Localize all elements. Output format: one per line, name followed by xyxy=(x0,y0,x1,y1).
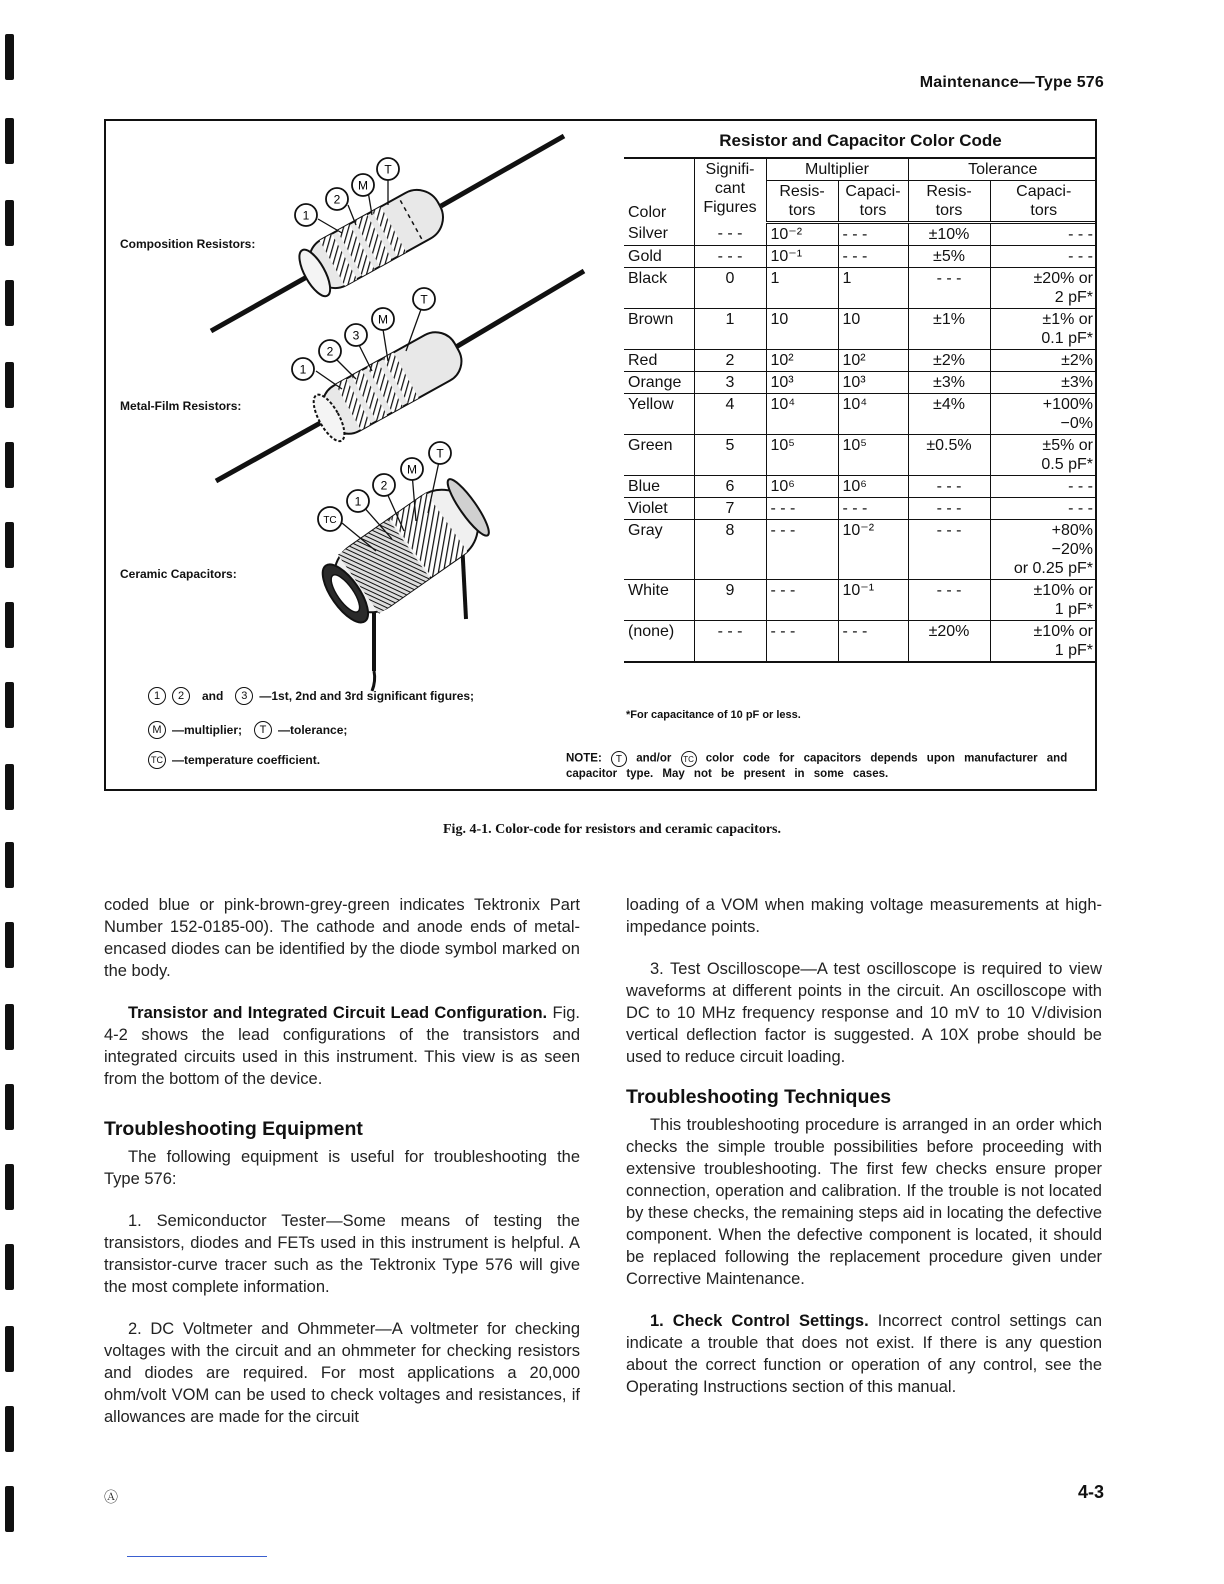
cell-mult-cap: 10² xyxy=(838,350,908,372)
cell-color: White xyxy=(624,580,694,621)
cell-mult-res: 10⁻¹ xyxy=(766,246,838,268)
paragraph: 2. DC Voltmeter and Ohmmeter—A voltmeter for checking voltages with the circuit and an ohmmeter for checking resistors and diodes are required. For most applications a 20,000 ohm/volt VOM can be used to check voltages and resistances, if allowances are made for the circuit xyxy=(104,1320,580,1426)
cell-color: Red xyxy=(624,350,694,372)
table-row xyxy=(624,372,1097,394)
cell-mult-cap: 10⁻² xyxy=(838,520,908,580)
note-text: color code for capacitors depends upon manufacturer and capacitor type. May not be present in some cases. xyxy=(566,752,1068,780)
binder-hole xyxy=(5,764,14,810)
marker-t: T xyxy=(384,162,392,177)
legend-and: and xyxy=(202,689,224,703)
label-composition-resistors: Composition Resistors: xyxy=(120,237,256,251)
cell-mult-cap: 1 xyxy=(838,268,908,309)
legend-significant-text: —1st, 2nd and 3rd significant figures; xyxy=(259,689,475,703)
marker-tc: TC xyxy=(323,515,337,526)
table-row xyxy=(624,394,1097,435)
marker-m: M xyxy=(378,312,388,327)
marker-3: 3 xyxy=(352,328,360,343)
figure-caption: Fig. 4-1. Color-code for resistors and ceramic capacitors. xyxy=(443,822,781,837)
cell-tol-res: - - - xyxy=(908,580,990,621)
lead-heading: 1. Check Control Settings. xyxy=(650,1312,869,1330)
cell-color: Green xyxy=(624,435,694,476)
paragraph: 1. Semiconductor Tester—Some means of testing the transistors, diodes and FETs used in this instrument is helpful. A transistor-curve tracer such as the Tektronix Type 576 will give the most complete information. xyxy=(104,1212,580,1296)
header-significant-figures: Signifi- cant Figures xyxy=(694,159,766,223)
marker-1: 1 xyxy=(148,687,166,705)
binder-hole xyxy=(5,442,14,488)
marker-m: M xyxy=(358,178,368,193)
cell-mult-res: - - - xyxy=(766,621,838,663)
cell-color: Silver xyxy=(624,223,694,246)
note-prefix: NOTE: xyxy=(566,752,602,765)
paragraph: loading of a VOM when making voltage measurements at high-impedance points. xyxy=(626,896,1102,936)
cell-significant: 7 xyxy=(694,498,766,520)
cell-mult-res: - - - xyxy=(766,520,838,580)
header-tolerance: Tolerance xyxy=(908,159,1097,181)
composition-resistor-drawing xyxy=(211,136,564,331)
cell-mult-res: 10⁴ xyxy=(766,394,838,435)
paragraph: Transistor and Integrated Circuit Lead Configuration. Fig. 4-2 shows the lead configurations of the transistors and integrated circuits used in this instrument. This view is as seen from the bottom of the device. xyxy=(104,1004,580,1088)
header-color: Color xyxy=(628,203,667,221)
paragraph: 3. Test Oscilloscope—A test oscilloscope is required to view waveforms at different points in the circuit. An oscilloscope with DC to 10 MHz frequency response and 10 mV to 10 V/division vertical deflection factor is suggested. A 10X probe should be used to reduce circuit loading. xyxy=(626,960,1102,1066)
table-row xyxy=(624,223,1097,246)
cell-significant: - - - xyxy=(694,246,766,268)
cell-color: Gray xyxy=(624,520,694,580)
legend-tempco-text: —temperature coefficient. xyxy=(172,753,321,767)
cell-tol-res: ±4% xyxy=(908,394,990,435)
cell-mult-res: 1 xyxy=(766,268,838,309)
table-footnote: *For capacitance of 10 pF or less. xyxy=(626,709,801,721)
color-code-table xyxy=(624,159,1097,663)
cell-mult-res: 10 xyxy=(766,309,838,350)
cell-tol-res: ±2% xyxy=(908,350,990,372)
cell-tol-cap: ±5% or 0.5 pF* xyxy=(990,435,1097,476)
legend-multiplier-text: —multiplier; xyxy=(172,723,243,737)
binder-hole xyxy=(5,1004,14,1050)
marker-1: 1 xyxy=(354,494,362,509)
cell-significant: 9 xyxy=(694,580,766,621)
cell-mult-cap: 10³ xyxy=(838,372,908,394)
label-ceramic-capacitors: Ceramic Capacitors: xyxy=(120,567,237,581)
ceramic-capacitor-drawing xyxy=(313,442,495,691)
binder-hole xyxy=(5,1164,14,1210)
note-and-or: and/or xyxy=(636,752,672,765)
binder-hole xyxy=(5,602,14,648)
marker-2: 2 xyxy=(380,478,388,493)
cell-significant: 0 xyxy=(694,268,766,309)
cell-tol-res: ±0.5% xyxy=(908,435,990,476)
figure-4-1 xyxy=(104,119,1097,791)
cell-significant: - - - xyxy=(694,621,766,663)
cell-tol-res: ±3% xyxy=(908,372,990,394)
table-row xyxy=(624,435,1097,476)
cell-mult-cap: 10⁴ xyxy=(838,394,908,435)
cell-tol-res: - - - xyxy=(908,476,990,498)
marker-tc: TC xyxy=(148,751,166,769)
cell-mult-cap: 10⁻¹ xyxy=(838,580,908,621)
cell-mult-cap: - - - xyxy=(838,246,908,268)
cell-significant: 2 xyxy=(694,350,766,372)
cell-color: Gold xyxy=(624,246,694,268)
cell-mult-cap: 10 xyxy=(838,309,908,350)
cell-mult-res: 10² xyxy=(766,350,838,372)
paragraph: This troubleshooting procedure is arranged in an order which checks the simple trouble possibilities before proceeding with extensive troubleshooting. The first few checks ensure proper connection, operation and calibration. If the trouble is not located by these checks, the remaining steps aid in locating the defective component. When the defective component is located, it should be replaced following the replacement procedure given under Corrective Maintenance. xyxy=(626,1116,1102,1288)
cell-mult-cap: - - - xyxy=(838,498,908,520)
paragraph: coded blue or pink-brown-grey-green indicates Tektronix Part Number 152-0185-00). The cathode and anode ends of metal-encased diodes can be identified by the diode symbol marked on the body. xyxy=(104,896,580,980)
table-row xyxy=(624,476,1097,498)
binder-hole xyxy=(5,922,14,968)
table-row xyxy=(624,580,1097,621)
paragraph: The following equipment is useful for troubleshooting the Type 576: xyxy=(104,1148,580,1188)
marker-t: T xyxy=(420,292,428,307)
legend-significant-figures xyxy=(148,687,474,705)
table-row xyxy=(624,309,1097,350)
cell-color: Black xyxy=(624,268,694,309)
marker-tc: TC xyxy=(681,751,697,767)
cell-mult-res: 10⁵ xyxy=(766,435,838,476)
cell-tol-cap: ±10% or 1 pF* xyxy=(990,580,1097,621)
cell-color: Blue xyxy=(624,476,694,498)
table-row xyxy=(624,520,1097,580)
cell-mult-res: 10⁶ xyxy=(766,476,838,498)
cell-tol-cap: - - - xyxy=(990,246,1097,268)
cell-tol-cap: ±2% xyxy=(990,350,1097,372)
cell-significant: 4 xyxy=(694,394,766,435)
binder-hole xyxy=(5,118,14,164)
cell-tol-cap: - - - xyxy=(990,223,1097,246)
table-row xyxy=(624,350,1097,372)
legend-tolerance-text: —tolerance; xyxy=(278,723,348,737)
binder-hole xyxy=(5,280,14,326)
cell-tol-cap: +100% −0% xyxy=(990,394,1097,435)
cell-significant: 8 xyxy=(694,520,766,580)
cell-tol-res: - - - xyxy=(908,498,990,520)
binder-hole xyxy=(5,362,14,408)
running-header: Maintenance—Type 576 xyxy=(919,74,1104,91)
cell-tol-cap: ±20% or 2 pF* xyxy=(990,268,1097,309)
page-number: 4-3 xyxy=(1077,1482,1104,1502)
cell-color: Violet xyxy=(624,498,694,520)
cell-mult-cap: - - - xyxy=(838,223,908,246)
marker-t: T xyxy=(611,751,627,767)
marker-m: M xyxy=(407,462,417,477)
cell-tol-cap: ±10% or 1 pF* xyxy=(990,621,1097,663)
cell-tol-res: - - - xyxy=(908,268,990,309)
binder-hole xyxy=(5,1084,14,1130)
label-metal-film-resistors: Metal-Film Resistors: xyxy=(120,399,242,413)
marker-2: 2 xyxy=(326,344,334,359)
scan-artifact-line xyxy=(127,1556,267,1557)
color-code-rows xyxy=(624,223,1097,663)
table-row xyxy=(624,246,1097,268)
section-heading: Troubleshooting Equipment xyxy=(104,1118,363,1140)
marker-1: 1 xyxy=(299,362,307,377)
header-multiplier: Multiplier xyxy=(766,159,908,181)
marker-2: 2 xyxy=(333,192,341,207)
metal-film-resistor-drawing xyxy=(216,271,584,481)
marker-3: 3 xyxy=(235,687,253,705)
header-mult-capacitors: Capaci- tors xyxy=(838,181,908,223)
header-tol-resistors: Resis- tors xyxy=(908,181,990,223)
marker-1: 1 xyxy=(302,208,310,223)
cell-color: Orange xyxy=(624,372,694,394)
cell-tol-res: ±1% xyxy=(908,309,990,350)
paragraph: 1. Check Control Settings. Incorrect control settings can indicate a trouble that does not exist. If there is any question about the correct function or operation of any control, see the Operating Instructions section of this manual. xyxy=(626,1312,1102,1396)
binder-hole xyxy=(5,842,14,888)
binder-hole xyxy=(5,1244,14,1290)
marker-t: T xyxy=(254,721,272,739)
legend-multiplier-tolerance xyxy=(148,721,347,739)
cell-tol-cap: ±3% xyxy=(990,372,1097,394)
binder-hole xyxy=(5,1406,14,1452)
marker-m: M xyxy=(148,721,166,739)
section-heading: Troubleshooting Techniques xyxy=(626,1086,892,1108)
table-row xyxy=(624,268,1097,309)
cell-significant: 6 xyxy=(694,476,766,498)
table-row xyxy=(624,498,1097,520)
cell-significant: 1 xyxy=(694,309,766,350)
cell-tol-res: - - - xyxy=(908,520,990,580)
binder-hole xyxy=(5,34,14,80)
cell-color: Yellow xyxy=(624,394,694,435)
cell-tol-cap: - - - xyxy=(990,498,1097,520)
cell-mult-res: 10⁻² xyxy=(766,223,838,246)
cell-tol-cap: - - - xyxy=(990,476,1097,498)
marker-2: 2 xyxy=(172,687,190,705)
binder-hole xyxy=(5,1486,14,1532)
legend-tempco xyxy=(148,751,320,769)
cell-color: Brown xyxy=(624,309,694,350)
header-tol-capacitors: Capaci- tors xyxy=(990,181,1097,223)
cell-tol-cap: ±1% or 0.1 pF* xyxy=(990,309,1097,350)
figure-note xyxy=(566,751,1094,782)
cell-tol-res: ±20% xyxy=(908,621,990,663)
binder-hole xyxy=(5,1326,14,1372)
header-mult-resistors: Resis- tors xyxy=(766,181,838,223)
cell-significant: - - - xyxy=(694,223,766,246)
cell-mult-res: - - - xyxy=(766,498,838,520)
cell-tol-res: ±10% xyxy=(908,223,990,246)
cell-mult-cap: - - - xyxy=(838,621,908,663)
cell-significant: 3 xyxy=(694,372,766,394)
cell-mult-res: - - - xyxy=(766,580,838,621)
cell-color: (none) xyxy=(624,621,694,663)
cell-mult-cap: 10⁵ xyxy=(838,435,908,476)
cell-tol-res: ±5% xyxy=(908,246,990,268)
binder-hole xyxy=(5,682,14,728)
cell-mult-cap: 10⁶ xyxy=(838,476,908,498)
lead-heading: Transistor and Integrated Circuit Lead Configuration. xyxy=(128,1004,548,1022)
binder-hole xyxy=(5,200,14,246)
table-row xyxy=(624,621,1097,663)
color-code-title: Resistor and Capacitor Color Code xyxy=(719,131,1002,150)
binder-holes xyxy=(5,0,25,1584)
binder-hole xyxy=(5,522,14,568)
cell-tol-cap: +80% −20% or 0.25 pF* xyxy=(990,520,1097,580)
left-column xyxy=(104,894,580,1448)
cell-mult-res: 10³ xyxy=(766,372,838,394)
revision-mark: Ⓐ xyxy=(104,1489,118,1505)
cell-significant: 5 xyxy=(694,435,766,476)
marker-t: T xyxy=(436,446,444,461)
right-column xyxy=(626,894,1102,1418)
